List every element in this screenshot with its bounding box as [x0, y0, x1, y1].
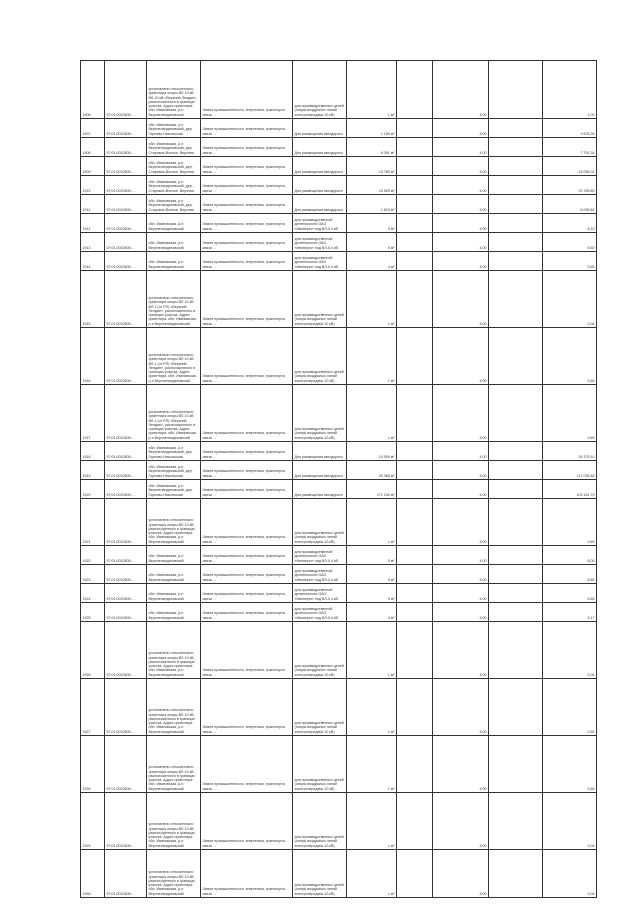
cadastral-number-cell: 57:01:0010505:...	[105, 736, 147, 793]
table-row	[81, 480, 597, 499]
rate-cell: 4,00	[433, 679, 489, 736]
blank-cell	[397, 622, 433, 679]
row-number-cell: 1918	[81, 442, 105, 461]
blank-cell	[397, 385, 433, 442]
rate-cell: 4,00	[433, 176, 489, 195]
rate-cell: 4,00	[433, 736, 489, 793]
value-cell: 7 791,34	[543, 138, 597, 157]
value-cell: 24 094,01	[543, 157, 597, 176]
area-cell: 6 391 м²	[347, 138, 397, 157]
land-category-cell: Земли промышленности, энергетики, транспорта, связи ...	[201, 603, 293, 622]
rate-cell: 4,00	[433, 850, 489, 898]
table-row	[81, 195, 597, 214]
cadastral-number-cell: 57:01:0010505:...	[105, 138, 147, 157]
permitted-use-cell: для производственных целей (опоры воздушных линий электропередачи 10 кВ)	[293, 499, 347, 546]
land-category-cell: Земли промышленности, энергетики, транспорта, связи ...	[201, 61, 293, 119]
value-cell: 6 099,62	[543, 195, 597, 214]
area-cell: 90 365 м²	[347, 461, 397, 480]
land-category-cell: Земли промышленности, энергетики, транспорта, связи ...	[201, 252, 293, 271]
blank-cell	[397, 480, 433, 499]
permitted-use-cell: для производственной деятельности ОАО «Ивэнерго» под ВЛ-0,4 кВ	[293, 603, 347, 622]
address-cell: обл. Ивановская, р-н Верхнеландеховский, дер. Старовое-Волчье, Верхняя	[147, 138, 201, 157]
land-category-cell: Земли промышленности, энергетики, транспорта, связи ...	[201, 461, 293, 480]
row-number-cell: 1916	[81, 328, 105, 385]
permitted-use-cell: для производственных целей (опоры воздушных линий электропередачи 10 кВ)	[293, 850, 347, 898]
table-row	[81, 622, 597, 679]
blank-cell	[397, 461, 433, 480]
row-number-cell: 1910	[81, 176, 105, 195]
area-cell: 4 м²	[347, 603, 397, 622]
table-row	[81, 214, 597, 233]
cadastral-number-cell: 57:01:0010505:...	[105, 442, 147, 461]
row-number-cell: 1926	[81, 622, 105, 679]
area-cell: 1 м²	[347, 679, 397, 736]
blank-cell	[489, 385, 543, 442]
row-number-cell: 1915	[81, 271, 105, 328]
row-number-cell: 1920	[81, 480, 105, 499]
land-category-cell: Земли промышленности, энергетики, транспорта, связи ...	[201, 565, 293, 584]
area-cell: 1 м²	[347, 793, 397, 850]
land-category-cell: Земли промышленности, энергетики, транспорта, связи ...	[201, 546, 293, 565]
row-number-cell: 1919	[81, 461, 105, 480]
table-row	[81, 252, 597, 271]
blank-cell	[489, 622, 543, 679]
value-cell: 0,65	[543, 499, 597, 546]
land-category-cell: Земли промышленности, энергетики, транспорта, связи ...	[201, 480, 293, 499]
address-cell: обл. Ивановская, р-н Верхнеландеховский, дер. Старовое-Волчье, Верхняя	[147, 195, 201, 214]
land-category-cell: Земли промышленности, энергетики, транспорта, связи ...	[201, 195, 293, 214]
value-cell: 1,00	[543, 61, 597, 119]
blank-cell	[397, 546, 433, 565]
land-category-cell: Земли промышленности, энергетики, транспорта, связи ...	[201, 736, 293, 793]
address-cell: установлено относительно ориентира опоры ВЛ-10 кВ ВЛ-1 (от РП) «Верхний Лендан», расположенного в границах участка. Адрес ориентира: обл. Ивановская, р-н Верхнеландеховский	[147, 271, 201, 328]
cadastral-number-cell: 57:01:0010505:...	[105, 679, 147, 736]
blank-cell	[397, 138, 433, 157]
area-cell: 1 м²	[347, 385, 397, 442]
row-number-cell: 1923	[81, 565, 105, 584]
rate-cell: 4,00	[433, 793, 489, 850]
land-category-cell: Земли промышленности, энергетики, транспорта, связи ...	[201, 328, 293, 385]
land-category-cell: Земли промышленности, энергетики, транспорта, связи ...	[201, 622, 293, 679]
area-cell: 19 780 м²	[347, 157, 397, 176]
blank-cell	[397, 584, 433, 603]
permitted-use-cell: для производственной деятельности ОАО «Ивэнерго» под ВЛ-0,4 кВ	[293, 546, 347, 565]
row-number-cell: 1913	[81, 233, 105, 252]
rate-cell: 4,00	[433, 119, 489, 138]
value-cell: 6,65	[543, 584, 597, 603]
blank-cell	[489, 499, 543, 546]
value-cell: 5,65	[543, 252, 597, 271]
table-row	[81, 119, 597, 138]
rate-cell: 4,00	[433, 328, 489, 385]
land-category-cell: Земли промышленности, энергетики, транспорта, связи ...	[201, 233, 293, 252]
row-number-cell: 1930	[81, 850, 105, 898]
address-cell: обл. Ивановская, р-н Верхнеландеховский, дер. Горлово-Никольская	[147, 480, 201, 499]
rate-cell: 4,00	[433, 157, 489, 176]
value-cell: 6,60	[543, 233, 597, 252]
blank-cell	[397, 679, 433, 736]
blank-cell	[489, 679, 543, 736]
table-row	[81, 328, 597, 385]
address-cell: обл. Ивановская, р-н Верхнеландеховский, дер. Старовое-Волчье, Верхняя	[147, 157, 201, 176]
table-row	[81, 233, 597, 252]
blank-cell	[397, 176, 433, 195]
address-cell: установлено относительно ориентира опоры ВЛ-10 кВ, расположенного в границах участка. Адрес ориентира: обл. Ивановская, р-н Верхнеландеховский	[147, 499, 201, 546]
rate-cell: 4,00	[433, 546, 489, 565]
table-row	[81, 271, 597, 328]
row-number-cell: 1929	[81, 793, 105, 850]
rate-cell: 4,00	[433, 565, 489, 584]
table-row	[81, 850, 597, 898]
rate-cell: 4,00	[433, 622, 489, 679]
land-register-table	[80, 60, 597, 898]
blank-cell	[397, 603, 433, 622]
address-cell: установлено относительно ориентира опоры ВЛ-10 кВ, расположенного в границах участка. Адрес ориентира: обл. Ивановская, р-н Верхнеландеховский	[147, 622, 201, 679]
blank-cell	[397, 442, 433, 461]
row-number-cell: 1911	[81, 195, 105, 214]
cadastral-number-cell: 57:01:0010505:...	[105, 214, 147, 233]
blank-cell	[489, 850, 543, 898]
value-cell: 0,04	[543, 850, 597, 898]
rate-cell: 4,00	[433, 385, 489, 442]
blank-cell	[489, 565, 543, 584]
cadastral-number-cell: 57:01:0010505:...	[105, 385, 147, 442]
cadastral-number-cell: 57:01:0010505:...	[105, 157, 147, 176]
blank-cell	[489, 138, 543, 157]
cadastral-number-cell: 57:01:0010505:...	[105, 119, 147, 138]
permitted-use-cell: Для размещения автодороги	[293, 138, 347, 157]
blank-cell	[397, 233, 433, 252]
area-cell: 1 м²	[347, 736, 397, 793]
table-row	[81, 736, 597, 793]
blank-cell	[397, 195, 433, 214]
permitted-use-cell: для производственных целей (опоры воздушных линий электропередачи 10 кВ)	[293, 793, 347, 850]
cadastral-number-cell: 57:01:0010505:...	[105, 584, 147, 603]
address-cell: установлено относительно ориентира опоры ВЛ-10 кВ, расположенного в границах участка. Адрес ориентира: обл. Ивановская, р-н Верхнеландеховский	[147, 736, 201, 793]
cadastral-number-cell: 57:01:0010505:...	[105, 603, 147, 622]
address-cell: установлено относительно ориентира опоры ВЛ-10 кВ ВЛ-1 (от РП) «Верхний Лендан», расположенного в границах участка. Адрес ориентира: обл. Ивановская, р-н Верхнеландеховский	[147, 328, 201, 385]
row-number-cell: 1907	[81, 119, 105, 138]
address-cell: обл. Ивановская, р-н Верхнеландеховский	[147, 603, 201, 622]
blank-cell	[397, 157, 433, 176]
permitted-use-cell: для производственной деятельности ОАО «Ивэнерго» под ВЛ-0,4 кВ	[293, 565, 347, 584]
row-number-cell: 1927	[81, 679, 105, 736]
blank-cell	[489, 480, 543, 499]
value-cell: 0,65	[543, 736, 597, 793]
rate-cell: 4,00	[433, 461, 489, 480]
blank-cell	[489, 603, 543, 622]
area-cell: 1 м²	[347, 622, 397, 679]
permitted-use-cell: для производственных целей (опоры воздушных линий электропередачи 10 кВ)	[293, 679, 347, 736]
value-cell: 0,65	[543, 679, 597, 736]
land-category-cell: Земли промышленности, энергетики, транспорта, связи ...	[201, 679, 293, 736]
blank-cell	[489, 584, 543, 603]
permitted-use-cell: для производственных целей (опоры воздушных линий электропередачи 10 кВ)	[293, 736, 347, 793]
land-category-cell: Земли промышленности, энергетики, транспорта, связи ...	[201, 850, 293, 898]
land-category-cell: Земли промышленности, энергетики, транспорта, связи ...	[201, 584, 293, 603]
blank-cell	[397, 850, 433, 898]
rate-cell: 4,00	[433, 499, 489, 546]
permitted-use-cell: для производственной деятельности ОАО «Ивэнерго» под ВЛ-0,4 кВ	[293, 214, 347, 233]
land-category-cell: Земли промышленности, энергетики, транспорта, связи ...	[201, 499, 293, 546]
permitted-use-cell: для производственной деятельности ОАО «Ивэнерго» под ВЛ-0,4 кВ	[293, 252, 347, 271]
blank-cell	[397, 271, 433, 328]
address-cell: обл. Ивановская, р-н Верхнеландеховский, дер. Горлово-Никольская	[147, 461, 201, 480]
address-cell: установлено относительно ориентира опоры ВЛ-10 кВ ВЛ-10 кВ «Верхний Лендан», расположенного в границах участка. Адрес ориентира: обл. Ивановская, р-н Верхнеландеховский	[147, 61, 201, 119]
address-cell: установлено относительно ориентира опоры ВЛ-10 кВ, расположенного в границах участка. Адрес ориентира: обл. Ивановская, р-н Верхнеландеховский	[147, 793, 201, 850]
value-cell: 0,65	[543, 385, 597, 442]
area-cell: 1 150 м²	[347, 119, 397, 138]
row-number-cell: 1924	[81, 584, 105, 603]
land-category-cell: Земли промышленности, энергетики, транспорта, связи ...	[201, 138, 293, 157]
rate-cell: 4,00	[433, 603, 489, 622]
permitted-use-cell: для производственных целей (опоры воздушных линий электропередачи 10 кВ)	[293, 61, 347, 119]
value-cell: 0,65	[543, 328, 597, 385]
rate-cell: 4,00	[433, 584, 489, 603]
blank-cell	[397, 214, 433, 233]
blank-cell	[489, 157, 543, 176]
value-cell: 23 765,80	[543, 176, 597, 195]
table-row	[81, 546, 597, 565]
blank-cell	[397, 252, 433, 271]
value-cell: 0,04	[543, 622, 597, 679]
cadastral-number-cell: 57:01:0010505:...	[105, 61, 147, 119]
cadastral-number-cell: 57:01:0010505:...	[105, 271, 147, 328]
row-number-cell: 1906	[81, 61, 105, 119]
area-cell: 1 м²	[347, 328, 397, 385]
cadastral-number-cell: 57:01:0010505:...	[105, 499, 147, 546]
permitted-use-cell: для производственных целей (опоры воздушных линий электропередачи 10 кВ)	[293, 622, 347, 679]
blank-cell	[489, 442, 543, 461]
address-cell: обл. Ивановская, р-н Верхнеландеховский	[147, 546, 201, 565]
cadastral-number-cell: 57:01:0010505:...	[105, 480, 147, 499]
area-cell: 5 м²	[347, 233, 397, 252]
permitted-use-cell: Для размещения автодороги	[293, 461, 347, 480]
permitted-use-cell: Для размещения автодороги	[293, 119, 347, 138]
area-cell: 1 м²	[347, 499, 397, 546]
area-cell: 14 509 м²	[347, 442, 397, 461]
blank-cell	[397, 61, 433, 119]
blank-cell	[489, 176, 543, 195]
value-cell: 3 676,35	[543, 119, 597, 138]
blank-cell	[489, 793, 543, 850]
cadastral-number-cell: 57:01:0010505:...	[105, 176, 147, 195]
address-cell: обл. Ивановская, р-н Верхнеландеховский, дер. Горлово-Никольская	[147, 442, 201, 461]
row-number-cell: 1921	[81, 499, 105, 546]
row-number-cell: 1914	[81, 252, 105, 271]
address-cell: обл. Ивановская, р-н Верхнеландеховский, дер. Старовое-Волчье, Верхняя	[147, 176, 201, 195]
address-cell: обл. Ивановская, р-н Верхнеландеховский	[147, 214, 201, 233]
blank-cell	[489, 195, 543, 214]
address-cell: обл. Ивановская, р-н Верхнеландеховский	[147, 565, 201, 584]
blank-cell	[489, 233, 543, 252]
row-number-cell: 1908	[81, 138, 105, 157]
area-cell: 171 240 м²	[347, 480, 397, 499]
cadastral-number-cell: 57:01:0010505:...	[105, 850, 147, 898]
rate-cell: 4,00	[433, 195, 489, 214]
rate-cell: 4,00	[433, 214, 489, 233]
land-category-cell: Земли промышленности, энергетики, транспорта, связи ...	[201, 793, 293, 850]
permitted-use-cell: Для размещения автодороги	[293, 157, 347, 176]
land-category-cell: Земли промышленности, энергетики, транспорта, связи ...	[201, 271, 293, 328]
rate-cell: 4,00	[433, 271, 489, 328]
table-row	[81, 442, 597, 461]
blank-cell	[489, 328, 543, 385]
address-cell: обл. Ивановская, р-н Верхнеландеховский	[147, 233, 201, 252]
land-category-cell: Земли промышленности, энергетики, транспорта, связи ...	[201, 176, 293, 195]
value-cell: 4,17	[543, 603, 597, 622]
area-cell: 5 м²	[347, 546, 397, 565]
table-row	[81, 176, 597, 195]
land-category-cell: Земли промышленности, энергетики, транспорта, связи ...	[201, 385, 293, 442]
rate-cell: 4,00	[433, 233, 489, 252]
land-category-cell: Земли промышленности, энергетики, транспорта, связи ...	[201, 442, 293, 461]
permitted-use-cell: Для размещения автодороги	[293, 442, 347, 461]
blank-cell	[397, 328, 433, 385]
value-cell: 6,00	[543, 546, 597, 565]
address-cell: установлено относительно ориентира опоры ВЛ-10 кВ, расположенного в границах участка. Адрес ориентира: обл. Ивановская, р-н Верхнеландеховский	[147, 850, 201, 898]
land-category-cell: Земли промышленности, энергетики, транспорта, связи ...	[201, 157, 293, 176]
area-cell: 1 м²	[347, 61, 397, 119]
area-cell: 1 м²	[347, 850, 397, 898]
area-cell: 19 509 м²	[347, 176, 397, 195]
value-cell: 0,04	[543, 793, 597, 850]
area-cell: 1 м²	[347, 271, 397, 328]
blank-cell	[489, 461, 543, 480]
permitted-use-cell: Для размещения автодороги	[293, 195, 347, 214]
blank-cell	[489, 214, 543, 233]
land-category-cell: Земли промышленности, энергетики, транспорта, связи ...	[201, 214, 293, 233]
table-row	[81, 461, 597, 480]
table-row	[81, 385, 597, 442]
area-cell: 5 м²	[347, 584, 397, 603]
address-cell: обл. Ивановская, р-н Верхнеландеховский	[147, 252, 201, 271]
blank-cell	[489, 546, 543, 565]
rate-cell: 4,00	[433, 138, 489, 157]
blank-cell	[489, 119, 543, 138]
land-category-cell: Земли промышленности, энергетики, транспорта, связи ...	[201, 119, 293, 138]
address-cell: обл. Ивановская, р-н Верхнеландеховский, дер. Горлово-Никольская	[147, 119, 201, 138]
row-number-cell: 1922	[81, 546, 105, 565]
permitted-use-cell: для производственных целей (опоры воздушных линий электропередачи 10 кВ)	[293, 328, 347, 385]
table-row	[81, 793, 597, 850]
area-cell: 5 м²	[347, 565, 397, 584]
rate-cell: 4,00	[433, 442, 489, 461]
value-cell: 103 161,79	[543, 480, 597, 499]
cadastral-number-cell: 57:01:0010505:...	[105, 461, 147, 480]
cadastral-number-cell: 57:01:0010505:...	[105, 195, 147, 214]
table-row	[81, 679, 597, 736]
permitted-use-cell: Для размещения автодороги	[293, 480, 347, 499]
permitted-use-cell: для производственной деятельности ОАО «Ивэнерго» под ВЛ-0,4 кВ	[293, 584, 347, 603]
blank-cell	[489, 271, 543, 328]
area-cell: 1 810 м²	[347, 195, 397, 214]
row-number-cell: 1925	[81, 603, 105, 622]
table-row	[81, 157, 597, 176]
rate-cell: 4,00	[433, 61, 489, 119]
value-cell: 6,65	[543, 565, 597, 584]
cadastral-number-cell: 57:01:0010505:...	[105, 565, 147, 584]
blank-cell	[489, 61, 543, 119]
blank-cell	[397, 499, 433, 546]
cadastral-number-cell: 57:01:0010505:...	[105, 252, 147, 271]
table-row	[81, 61, 597, 119]
permitted-use-cell: для производственных целей (опоры воздушных линий электропередачи 10 кВ)	[293, 271, 347, 328]
table-row	[81, 499, 597, 546]
blank-cell	[397, 565, 433, 584]
value-cell: 0,04	[543, 271, 597, 328]
table-row	[81, 565, 597, 584]
cadastral-number-cell: 57:01:0010505:...	[105, 793, 147, 850]
address-cell: установлено относительно ориентира опоры ВЛ-10 кВ, расположенного в границах участка. Адрес ориентира: обл. Ивановская, р-н Верхнеландеховский	[147, 679, 201, 736]
blank-cell	[397, 736, 433, 793]
cadastral-number-cell: 57:01:0010505:...	[105, 622, 147, 679]
cadastral-number-cell: 57:01:0010505:...	[105, 546, 147, 565]
permitted-use-cell: для производственной деятельности ОАО «Ивэнерго» под ВЛ-0,4 кВ	[293, 233, 347, 252]
blank-cell	[489, 736, 543, 793]
rate-cell: 4,00	[433, 252, 489, 271]
value-cell: 16 375,10	[543, 442, 597, 461]
table-row	[81, 603, 597, 622]
area-cell: 4 м²	[347, 252, 397, 271]
address-cell: обл. Ивановская, р-н Верхнеландеховский	[147, 584, 201, 603]
blank-cell	[397, 793, 433, 850]
permitted-use-cell: для производственных целей (опоры воздушных линий электропередачи 10 кВ)	[293, 385, 347, 442]
blank-cell	[397, 119, 433, 138]
permitted-use-cell: Для размещения автодороги	[293, 176, 347, 195]
table-row	[81, 138, 597, 157]
value-cell: 117 035,46	[543, 461, 597, 480]
cadastral-number-cell: 57:01:0010505:...	[105, 328, 147, 385]
row-number-cell: 1928	[81, 736, 105, 793]
row-number-cell: 1917	[81, 385, 105, 442]
address-cell: установлено относительно ориентира опоры ВЛ-10 кВ ВЛ-1 (от РП) «Верхний Лендан», расположенного в границах участка. Адрес ориентира: обл. Ивановская, р-н Верхнеландеховский	[147, 385, 201, 442]
area-cell: 5 м²	[347, 214, 397, 233]
table-row	[81, 584, 597, 603]
row-number-cell: 1909	[81, 157, 105, 176]
value-cell: 6,10	[543, 214, 597, 233]
row-number-cell: 1912	[81, 214, 105, 233]
blank-cell	[489, 252, 543, 271]
cadastral-number-cell: 57:01:0010505:...	[105, 233, 147, 252]
rate-cell: 4,00	[433, 480, 489, 499]
